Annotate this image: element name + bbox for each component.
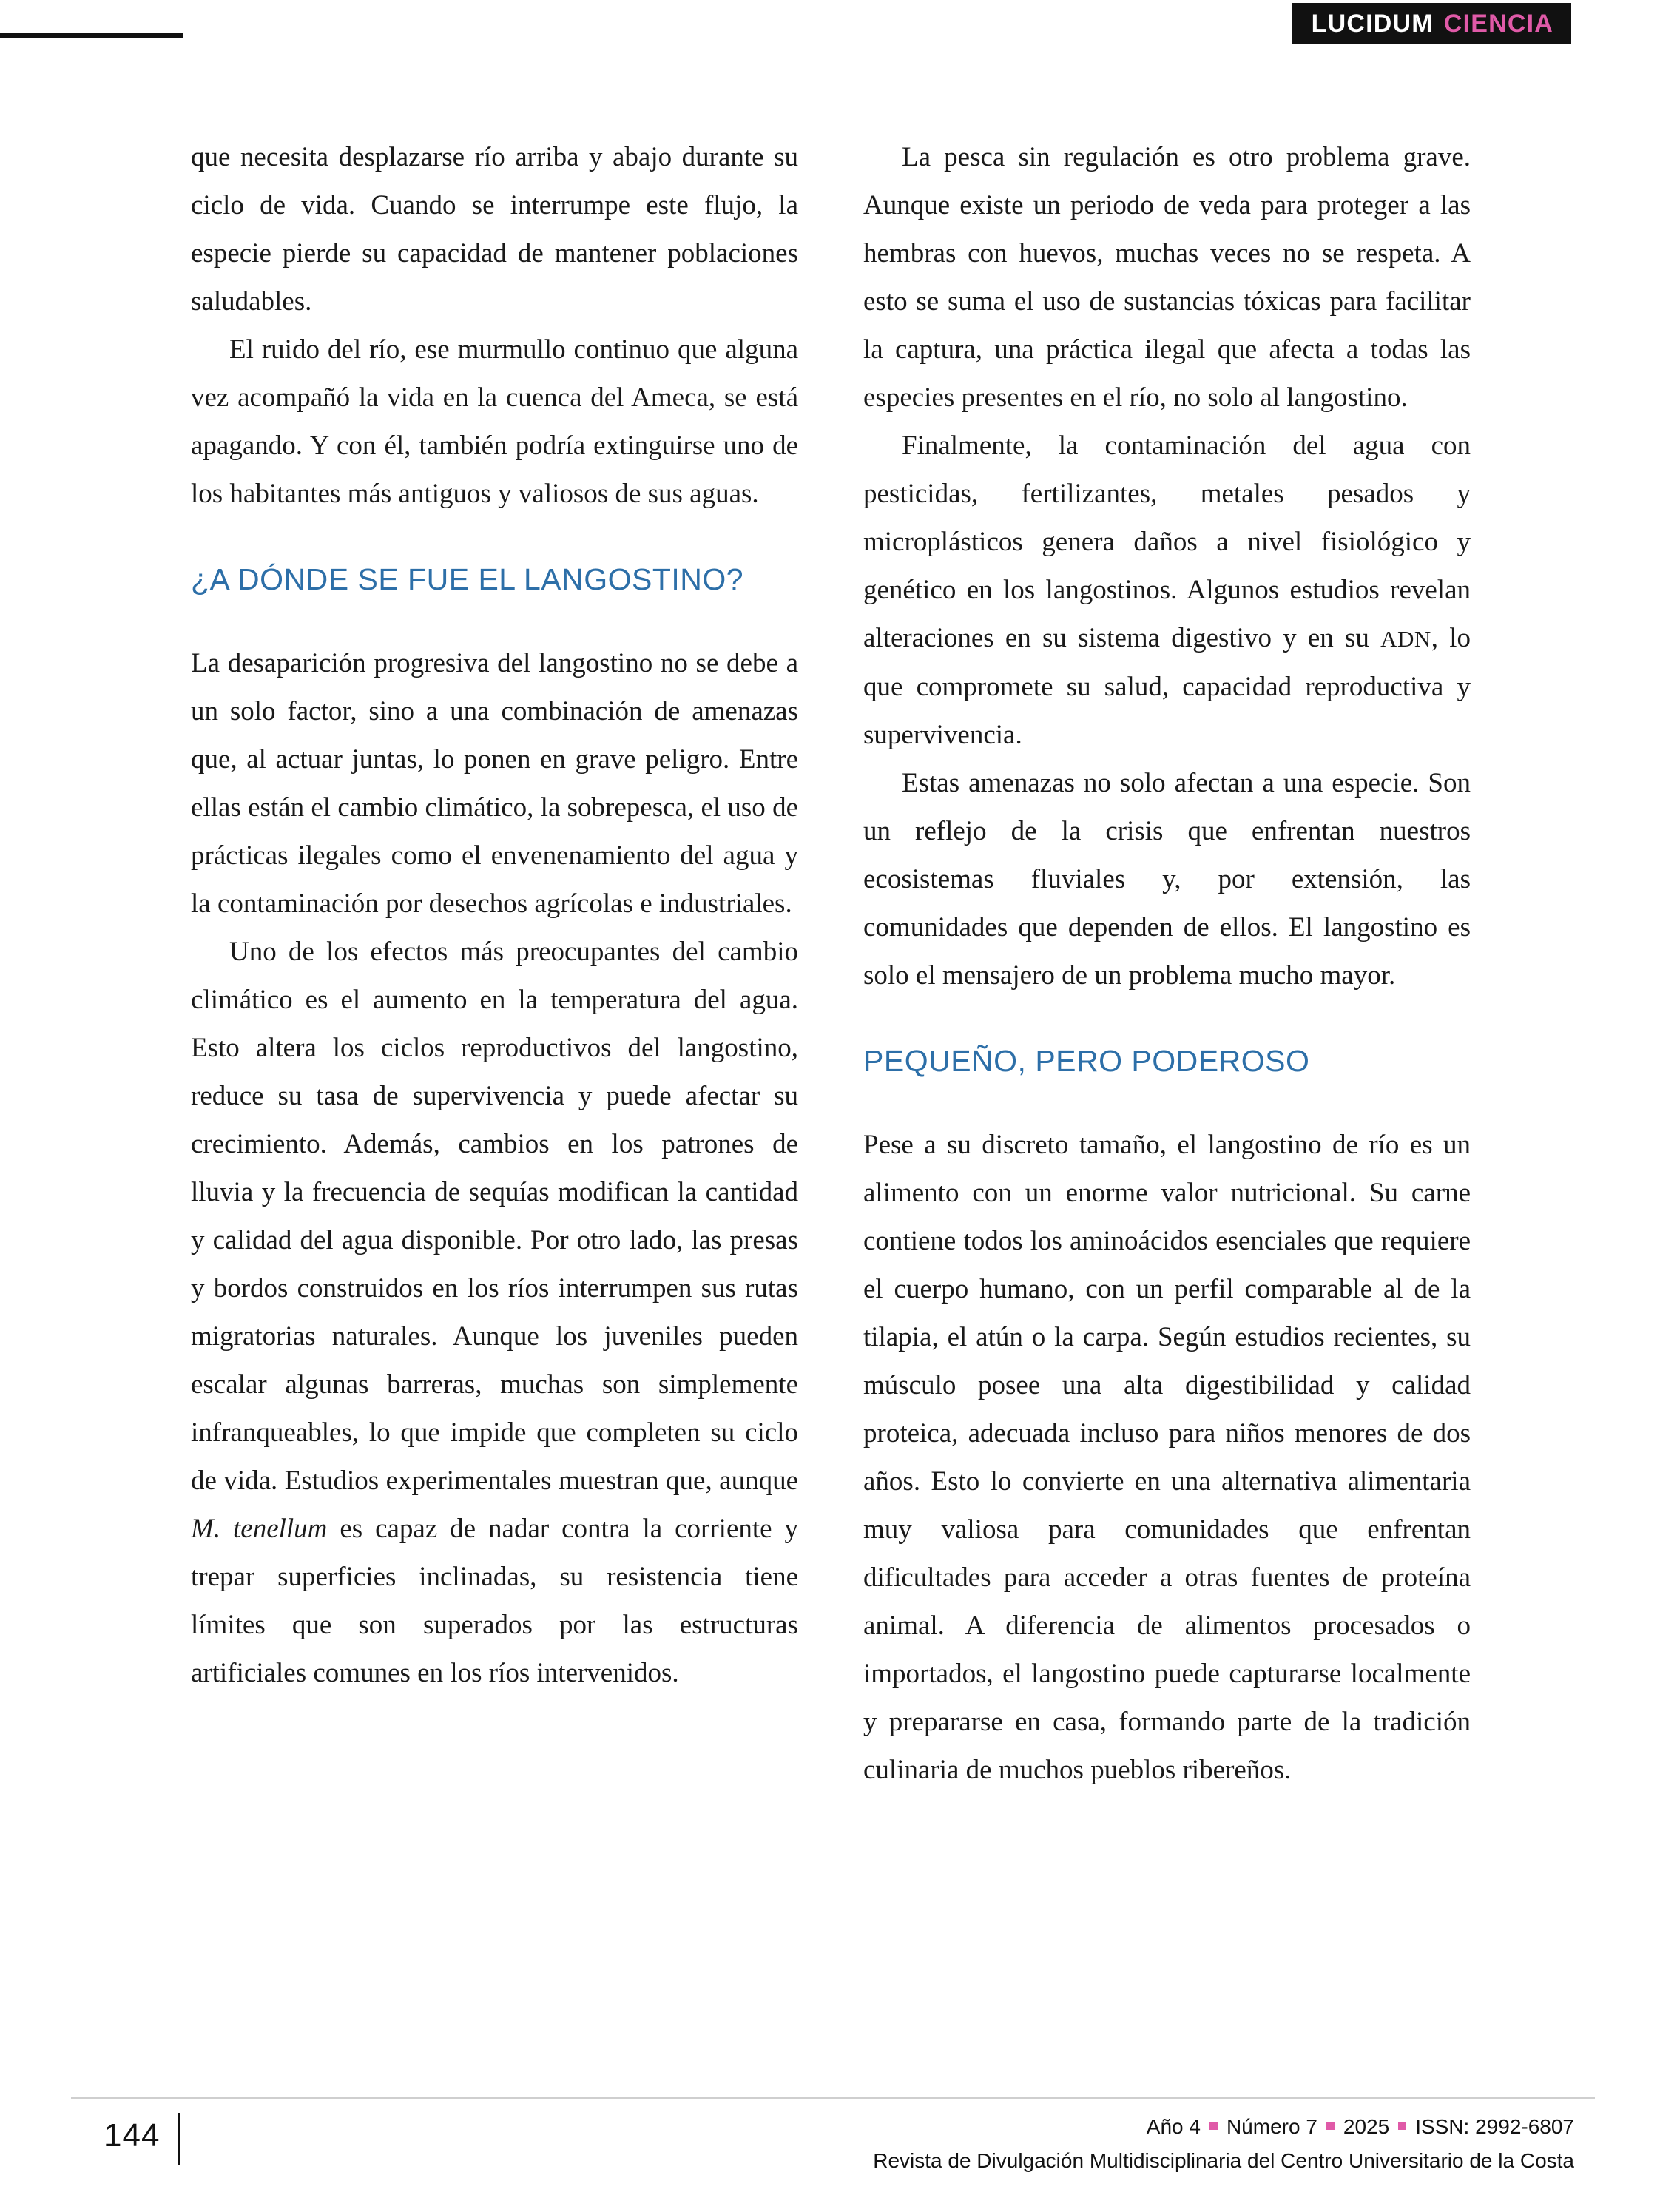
brand-word-ciencia: CIENCIA — [1443, 9, 1553, 38]
square-separator-icon — [1326, 2122, 1335, 2130]
page-footer — [0, 2071, 1660, 2212]
paragraph: La pesca sin regulación es otro problema grave. Aunque existe un periodo de veda para proteger a las hembras con huevos, muchas veces no se respeta. A esto se suma el uso de sustancias tóxicas para facilitar la captura, una práctica ilegal que afecta a todas las especies presentes en el río, no solo al langostino. — [863, 142, 1471, 413]
footer-issue-line — [873, 2110, 1574, 2144]
left-column — [191, 133, 798, 1794]
paragraph-with-species-name — [191, 928, 798, 1697]
section-heading-pequeno: PEQUEÑO, PERO PODEROSO — [863, 1044, 1310, 1078]
paragraph: El ruido del río, ese murmullo continuo que alguna vez acompañó la vida en la cuenca del Ameca, se está apagando. Y con él, también podría extinguirse uno de los habitantes más antiguos y valiosos de sus aguas. — [191, 334, 798, 509]
footer-year: Año 4 — [1146, 2115, 1201, 2138]
footer-issn: ISSN: 2992-6807 — [1415, 2115, 1574, 2138]
footer-number: Número 7 — [1226, 2115, 1317, 2138]
paragraph-text-part1: Uno de los efectos más preocupantes del cambio climático es el aumento en la temperatura del agua. Esto altera los ciclos reproductivos del langostino, reduce su tasa de supervivencia y puede afectar su crecimiento. Además, cambios en los patrones de lluvia y la frecuencia de sequías modifican la cantidad y calidad del agua disponible. Por otro lado, las presas y bordos construidos en los ríos interrumpen sus rutas migratorias naturales. Aunque los juveniles pueden escalar algunas barreras, muchas son simplemente infranqueables, lo que impide que completen su ciclo de vida. Estudios experimentales muestran que, aunque — [191, 937, 798, 1496]
term-adn: ADN — [1380, 626, 1431, 652]
paragraph: Pese a su discreto tamaño, el langostino de río es un alimento con un enorme valor nutricional. Su carne contiene todos los aminoácidos esenciales que requiere el cuerpo humano, con un perfil comparable al de la tilapia, el atún o la carpa. Según estudios recientes, su músculo posee una alta digestibilidad y calidad proteica, adecuada incluso para niños menores de dos años. Esto lo convierte en una alternativa alimentaria muy valiosa para comunidades que enfrentan dificultades para acceder a otras fuentes de proteína animal. A diferencia de alimentos procesados o importados, el langostino puede capturarse localmente y prepararse en casa, formando parte de la tradición culinaria de muchos pueblos ribereños. — [863, 1130, 1471, 1785]
brand-word-lucidum: LUCIDUM — [1311, 9, 1434, 38]
page-header — [0, 0, 1660, 49]
page-body — [191, 133, 1471, 1794]
footer-text — [873, 2110, 1574, 2178]
paragraph-text-part1: Finalmente, la contaminación del agua con pesticidas, fertilizantes, metales pesados y microplásticos genera daños a nivel fisiológico y genético en los langostinos. Algunos estudios revelan alteraciones en su sistema digestivo y en su — [863, 431, 1471, 653]
square-separator-icon — [1398, 2122, 1406, 2130]
footer-edition-year: 2025 — [1343, 2115, 1390, 2138]
section-heading-adonde: ¿A DÓNDE SE FUE EL LANGOSTINO? — [191, 562, 744, 596]
paragraph-text-part2: , lo que compromete su salud, capacidad reproductiva y supervivencia. — [863, 623, 1471, 750]
folio-rule — [178, 2113, 180, 2165]
right-column — [863, 133, 1471, 1794]
magazine-brand-tag — [1292, 3, 1571, 44]
paragraph: que necesita desplazarse río arriba y abajo durante su ciclo de vida. Cuando se interrumpe este flujo, la especie pierde su capacidad de mantener poblaciones saludables. — [191, 142, 798, 317]
paragraph-with-adn — [863, 422, 1471, 759]
species-name: M. tenellum — [191, 1514, 328, 1544]
header-left-rule — [0, 33, 183, 38]
square-separator-icon — [1209, 2122, 1218, 2130]
page-number: 144 — [104, 2117, 161, 2154]
paragraph: Estas amenazas no solo afectan a una especie. Son un reflejo de la crisis que enfrentan nuestros ecosistemas fluviales y, por extensión, las comunidades que dependen de ellos. El langostino es solo el mensajero de un problema mucho mayor. — [863, 768, 1471, 991]
footer-divider — [71, 2097, 1595, 2099]
footer-journal-line: Revista de Divulgación Multidisciplinaria del Centro Universitario de la Costa — [873, 2149, 1574, 2172]
paragraph: La desaparición progresiva del langostino no se debe a un solo factor, sino a una combinación de amenazas que, al actuar juntas, lo ponen en grave peligro. Entre ellas están el cambio climático, la sobrepesca, el uso de prácticas ilegales como el envenenamiento del agua y la contaminación por desechos agrícolas e industriales. — [191, 648, 798, 919]
paragraph-text-part2: es capaz de nadar contra la corriente y trepar superficies inclinadas, su resistencia tiene límites que son superados por las estructuras artificiales comunes en los ríos intervenidos. — [191, 1514, 798, 1688]
